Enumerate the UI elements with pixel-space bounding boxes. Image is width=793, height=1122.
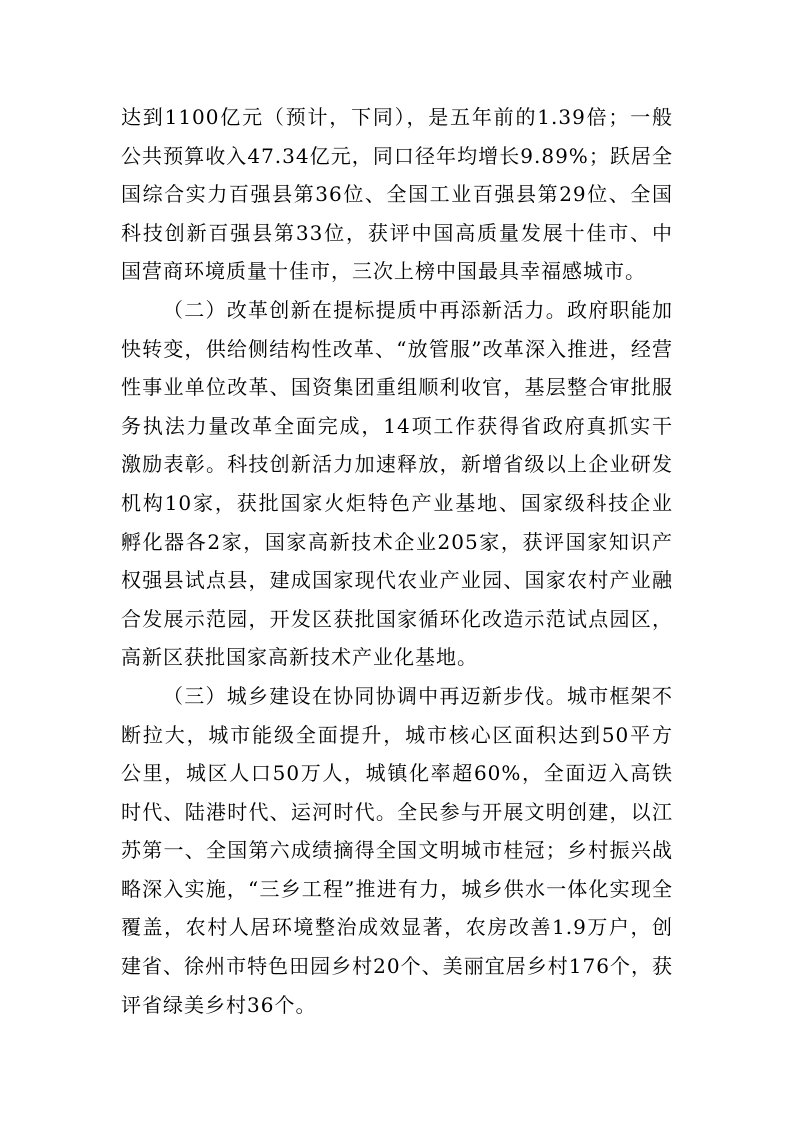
- paragraph-continued: 达到1100亿元（预计，下同），是五年前的1.39倍；一般公共预算收入47.34亿元，同口径年均增长9.89%；跃居全国综合实力百强县第36位、全国工业百强县第29位、全国科技创新百强县第33位，获评中国高质量发展十佳市、中国营商环境质量十佳市，三次上榜中国最具幸福感城市。: [121, 105, 673, 284]
- paragraph-reform-innovation: （二）改革创新在提标提质中再添新活力。政府职能加快转变，供给侧结构性改革、“放管服”改革深入推进，经营性事业单位改革、国资集团重组顺利收官，基层整合审批服务执法力量改革全面完成，14项工作获得省政府真抓实干激励表彰。科技创新活力加速释放，新增省级以上企业研发机构10家，获批国家火炬特色产业基地、国家级科技企业孵化器各2家，国家高新技术企业205家，获评国家知识产权强县试点县，建成国家现代农业产业园、国家农村产业融合发展示范园，开发区获批国家循环化改造示范试点园区，高新区获批国家高新技术产业化基地。: [121, 297, 673, 670]
- document-body: [121, 98, 673, 1024]
- paragraph-urban-rural-construction: （三）城乡建设在协同协调中再迈新步伐。城市框架不断拉大，城市能级全面提升，城市核心区面积达到50平方公里，城区人口50万人，城镇化率超60%，全面迈入高铁时代、陆港时代、运河时代。全民参与开展文明创建，以江苏第一、全国第六成绩摘得全国文明城市桂冠；乡村振兴战略深入实施，“三乡工程”推进有力，城乡供水一体化实现全覆盖，农村人居环境整治成效显著，农房改善1.9万户，创建省、徐州市特色田园乡村20个、美丽宜居乡村176个，获评省绿美乡村36个。: [121, 683, 673, 1017]
